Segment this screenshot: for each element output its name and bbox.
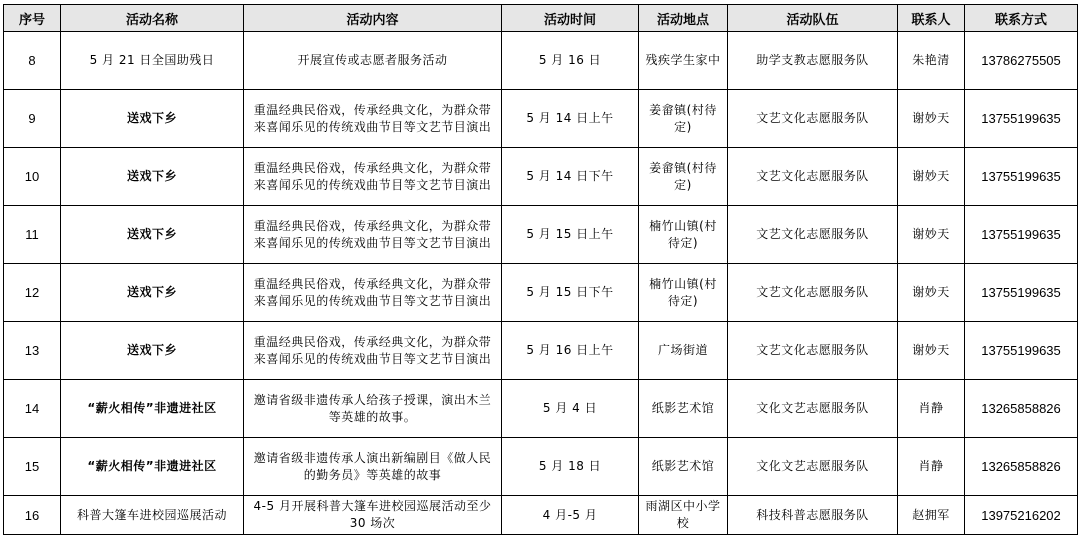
activity-time: 4 月-5 月 <box>502 496 639 535</box>
activity-place: 雨湖区中小学校 <box>639 496 728 535</box>
contact-phone: 13755199635 <box>965 90 1078 148</box>
contact-phone: 13755199635 <box>965 206 1078 264</box>
row-index: 9 <box>4 90 61 148</box>
row-index: 8 <box>4 32 61 90</box>
activity-time: 5 月 15 日上午 <box>502 206 639 264</box>
table-row <box>4 322 1078 380</box>
header-row <box>4 5 1078 32</box>
activity-name: “薪火相传”非遗进社区 <box>61 438 244 496</box>
activity-place: 姜畲镇(村待定) <box>639 90 728 148</box>
header-index: 序号 <box>4 5 61 32</box>
activity-table <box>3 4 1078 535</box>
contact-person: 谢妙天 <box>898 148 965 206</box>
activity-place: 纸影艺术馆 <box>639 380 728 438</box>
row-index: 14 <box>4 380 61 438</box>
contact-phone: 13755199635 <box>965 148 1078 206</box>
activity-name: 送戏下乡 <box>61 148 244 206</box>
activity-place: 广场街道 <box>639 322 728 380</box>
table-row <box>4 206 1078 264</box>
contact-phone: 13755199635 <box>965 264 1078 322</box>
activity-content: 重温经典民俗戏，传承经典文化，为群众带来喜闻乐见的传统戏曲节目等文艺节目演出 <box>244 90 502 148</box>
activity-team: 文艺文化志愿服务队 <box>728 148 898 206</box>
activity-time: 5 月 18 日 <box>502 438 639 496</box>
activity-team: 文艺文化志愿服务队 <box>728 90 898 148</box>
activity-content: 邀请省级非遗传承人演出新编剧目《做人民的勤务员》等英雄的故事 <box>244 438 502 496</box>
activity-place: 楠竹山镇(村待定) <box>639 206 728 264</box>
activity-time: 5 月 15 日下午 <box>502 264 639 322</box>
header-place: 活动地点 <box>639 5 728 32</box>
table-row <box>4 380 1078 438</box>
activity-team: 文艺文化志愿服务队 <box>728 322 898 380</box>
activity-name: 送戏下乡 <box>61 206 244 264</box>
contact-person: 谢妙天 <box>898 90 965 148</box>
activity-time: 5 月 16 日 <box>502 32 639 90</box>
contact-phone: 13975216202 <box>965 496 1078 535</box>
activity-time: 5 月 4 日 <box>502 380 639 438</box>
table-row <box>4 90 1078 148</box>
header-contact: 联系人 <box>898 5 965 32</box>
header-name: 活动名称 <box>61 5 244 32</box>
activity-content: 邀请省级非遗传承人给孩子授课，演出木兰等英雄的故事。 <box>244 380 502 438</box>
row-index: 10 <box>4 148 61 206</box>
activity-team: 文艺文化志愿服务队 <box>728 206 898 264</box>
table-row <box>4 438 1078 496</box>
contact-person: 谢妙天 <box>898 206 965 264</box>
activity-team: 文化文艺志愿服务队 <box>728 438 898 496</box>
row-index: 11 <box>4 206 61 264</box>
activity-time: 5 月 14 日上午 <box>502 90 639 148</box>
activity-name: “薪火相传”非遗进社区 <box>61 380 244 438</box>
activity-place: 姜畲镇(村待定) <box>639 148 728 206</box>
activity-team: 科技科普志愿服务队 <box>728 496 898 535</box>
contact-person: 朱艳清 <box>898 32 965 90</box>
header-time: 活动时间 <box>502 5 639 32</box>
row-index: 12 <box>4 264 61 322</box>
row-index: 16 <box>4 496 61 535</box>
header-content: 活动内容 <box>244 5 502 32</box>
contact-person: 谢妙天 <box>898 322 965 380</box>
activity-place: 残疾学生家中 <box>639 32 728 90</box>
activity-content: 重温经典民俗戏，传承经典文化，为群众带来喜闻乐见的传统戏曲节目等文艺节目演出 <box>244 322 502 380</box>
activity-time: 5 月 14 日下午 <box>502 148 639 206</box>
header-phone: 联系方式 <box>965 5 1078 32</box>
activity-name: 送戏下乡 <box>61 264 244 322</box>
activity-time: 5 月 16 日上午 <box>502 322 639 380</box>
table-row <box>4 496 1078 535</box>
activity-content: 重温经典民俗戏，传承经典文化，为群众带来喜闻乐见的传统戏曲节目等文艺节目演出 <box>244 206 502 264</box>
activity-name: 5 月 21 日全国助残日 <box>61 32 244 90</box>
activity-content: 4-5 月开展科普大篷车进校园巡展活动至少 30 场次 <box>244 496 502 535</box>
activity-team: 文化文艺志愿服务队 <box>728 380 898 438</box>
activity-name: 送戏下乡 <box>61 322 244 380</box>
row-index: 15 <box>4 438 61 496</box>
table-row <box>4 264 1078 322</box>
table-row <box>4 148 1078 206</box>
activity-content: 开展宣传或志愿者服务活动 <box>244 32 502 90</box>
row-index: 13 <box>4 322 61 380</box>
contact-phone: 13265858826 <box>965 438 1078 496</box>
activity-name: 科普大篷车进校园巡展活动 <box>61 496 244 535</box>
activity-content: 重温经典民俗戏，传承经典文化，为群众带来喜闻乐见的传统戏曲节目等文艺节目演出 <box>244 264 502 322</box>
activity-name: 送戏下乡 <box>61 90 244 148</box>
activity-place: 楠竹山镇(村待定) <box>639 264 728 322</box>
activity-team: 文艺文化志愿服务队 <box>728 264 898 322</box>
contact-person: 肖静 <box>898 380 965 438</box>
contact-phone: 13786275505 <box>965 32 1078 90</box>
contact-phone: 13265858826 <box>965 380 1078 438</box>
contact-person: 肖静 <box>898 438 965 496</box>
header-team: 活动队伍 <box>728 5 898 32</box>
contact-person: 赵拥军 <box>898 496 965 535</box>
activity-team: 助学支教志愿服务队 <box>728 32 898 90</box>
table-row <box>4 32 1078 90</box>
activity-place: 纸影艺术馆 <box>639 438 728 496</box>
contact-person: 谢妙天 <box>898 264 965 322</box>
activity-content: 重温经典民俗戏，传承经典文化，为群众带来喜闻乐见的传统戏曲节目等文艺节目演出 <box>244 148 502 206</box>
contact-phone: 13755199635 <box>965 322 1078 380</box>
